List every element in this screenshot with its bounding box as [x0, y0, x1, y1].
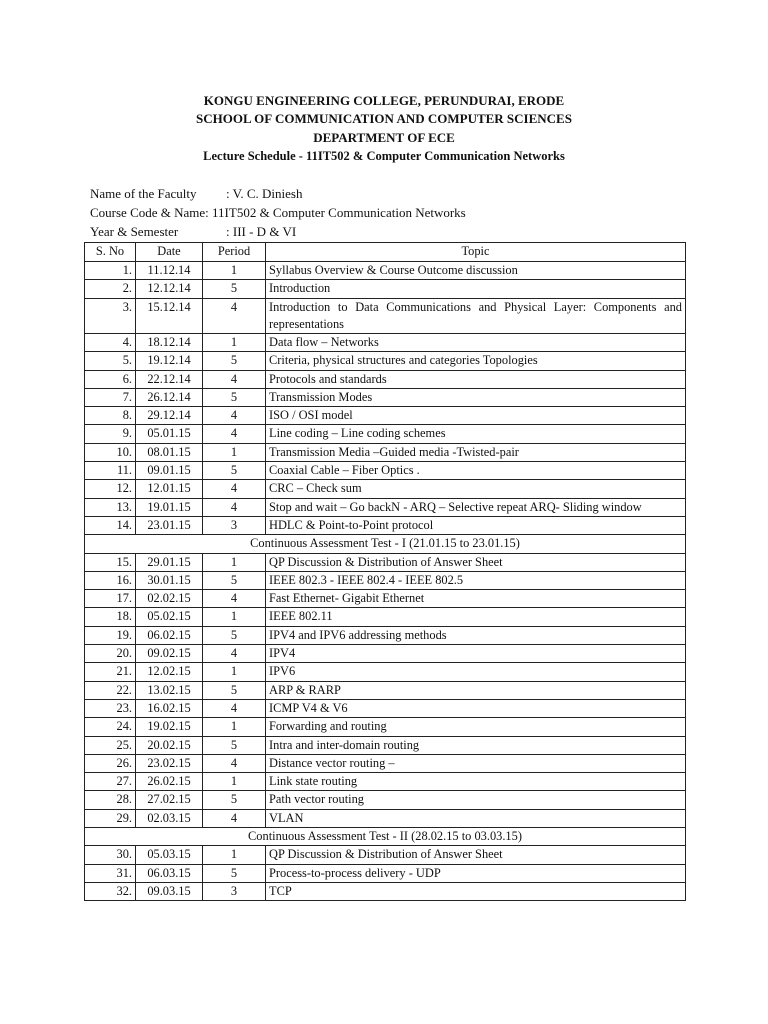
- sno-cell: 7.: [85, 388, 136, 406]
- sno-cell: 20.: [85, 645, 136, 663]
- topic-cell: IEEE 802.3 - IEEE 802.4 - IEEE 802.5: [266, 571, 686, 589]
- sno-cell: 16.: [85, 571, 136, 589]
- course-info: [90, 184, 466, 241]
- table-row: [85, 516, 686, 534]
- sno-cell: 28.: [85, 791, 136, 809]
- table-row: [85, 663, 686, 681]
- college-name: KONGU ENGINEERING COLLEGE, PERUNDURAI, ERODE: [203, 93, 565, 108]
- date-cell: 20.02.15: [136, 736, 203, 754]
- table-row: [85, 443, 686, 461]
- period-cell: 1: [203, 773, 266, 791]
- table-row: [85, 773, 686, 791]
- date-cell: 29.01.15: [136, 553, 203, 571]
- date-cell: 06.02.15: [136, 626, 203, 644]
- topic-cell: ICMP V4 & V6: [266, 699, 686, 717]
- topic-cell: TCP: [266, 882, 686, 900]
- period-cell: 1: [203, 334, 266, 352]
- sno-cell: 1.: [85, 262, 136, 280]
- table-row: [85, 809, 686, 827]
- topic-cell: Syllabus Overview & Course Outcome discussion: [266, 262, 686, 280]
- topic-cell: Coaxial Cable – Fiber Optics .: [266, 462, 686, 480]
- sno-cell: 10.: [85, 443, 136, 461]
- period-cell: 1: [203, 608, 266, 626]
- sno-cell: 31.: [85, 864, 136, 882]
- topic-cell: QP Discussion & Distribution of Answer Sheet: [266, 846, 686, 864]
- table-row: [85, 480, 686, 498]
- topic-cell: VLAN: [266, 809, 686, 827]
- header-period: Period: [203, 243, 266, 262]
- sno-cell: 13.: [85, 498, 136, 516]
- sno-cell: 2.: [85, 280, 136, 298]
- table-row: [85, 498, 686, 516]
- topic-cell: Transmission Modes: [266, 388, 686, 406]
- assessment-test-1-row-label: Continuous Assessment Test - I (21.01.15 to 23.01.15): [85, 535, 686, 553]
- sno-cell: 21.: [85, 663, 136, 681]
- topic-cell: Path vector routing: [266, 791, 686, 809]
- course-value: : 11IT502 & Computer Communication Networks: [205, 205, 466, 220]
- period-cell: 5: [203, 462, 266, 480]
- period-cell: 1: [203, 443, 266, 461]
- table-row: [85, 626, 686, 644]
- table-row: [85, 388, 686, 406]
- date-cell: 26.12.14: [136, 388, 203, 406]
- date-cell: 02.02.15: [136, 590, 203, 608]
- date-cell: 05.01.15: [136, 425, 203, 443]
- period-cell: 4: [203, 498, 266, 516]
- topic-cell: Line coding – Line coding schemes: [266, 425, 686, 443]
- sno-cell: 25.: [85, 736, 136, 754]
- topic-cell: ISO / OSI model: [266, 407, 686, 425]
- period-cell: 4: [203, 407, 266, 425]
- table-row: [85, 407, 686, 425]
- period-cell: 1: [203, 846, 266, 864]
- table-row: [85, 571, 686, 589]
- sno-cell: 27.: [85, 773, 136, 791]
- topic-cell: Process-to-process delivery - UDP: [266, 864, 686, 882]
- faculty-row: [90, 184, 466, 203]
- school-name: SCHOOL OF COMMUNICATION AND COMPUTER SCIENCES: [196, 111, 572, 127]
- header-topic: Topic: [266, 243, 686, 262]
- period-cell: 5: [203, 388, 266, 406]
- period-cell: 4: [203, 645, 266, 663]
- date-cell: 09.01.15: [136, 462, 203, 480]
- sno-cell: 4.: [85, 334, 136, 352]
- topic-cell: Link state routing: [266, 773, 686, 791]
- period-cell: 4: [203, 298, 266, 333]
- topic-cell: Introduction to Data Communications and Physical Layer: Components and representations: [266, 298, 686, 333]
- course-label: Course Code & Name: [90, 205, 206, 220]
- period-cell: 4: [203, 809, 266, 827]
- table-row: [85, 262, 686, 280]
- table-row: [85, 754, 686, 772]
- date-cell: 26.02.15: [136, 773, 203, 791]
- sno-cell: 3.: [85, 298, 136, 333]
- period-cell: 5: [203, 791, 266, 809]
- table-row: [85, 280, 686, 298]
- date-cell: 12.01.15: [136, 480, 203, 498]
- period-cell: 5: [203, 571, 266, 589]
- topic-cell: Protocols and standards: [266, 370, 686, 388]
- year-label: Year & Semester: [90, 224, 179, 239]
- date-cell: 23.02.15: [136, 754, 203, 772]
- assessment-test-2-row: [85, 828, 686, 846]
- table-row: [85, 882, 686, 900]
- sno-cell: 29.: [85, 809, 136, 827]
- document-header: [0, 92, 768, 166]
- topic-cell: Data flow – Networks: [266, 334, 686, 352]
- sno-cell: 32.: [85, 882, 136, 900]
- period-cell: 5: [203, 626, 266, 644]
- date-cell: 15.12.14: [136, 298, 203, 333]
- table-row: [85, 462, 686, 480]
- period-cell: 5: [203, 280, 266, 298]
- date-cell: 23.01.15: [136, 516, 203, 534]
- sno-cell: 26.: [85, 754, 136, 772]
- date-cell: 12.12.14: [136, 280, 203, 298]
- topic-cell: Distance vector routing –: [266, 754, 686, 772]
- header-date: Date: [136, 243, 203, 262]
- topic-cell: Introduction: [266, 280, 686, 298]
- sno-cell: 17.: [85, 590, 136, 608]
- table-row: [85, 590, 686, 608]
- sno-cell: 6.: [85, 370, 136, 388]
- date-cell: 22.12.14: [136, 370, 203, 388]
- table-row: [85, 370, 686, 388]
- date-cell: 05.02.15: [136, 608, 203, 626]
- table-row: [85, 681, 686, 699]
- sno-cell: 11.: [85, 462, 136, 480]
- table-row: [85, 553, 686, 571]
- topic-cell: Transmission Media –Guided media -Twisted-pair: [266, 443, 686, 461]
- assessment-test-2-row-label: Continuous Assessment Test - II (28.02.15 to 03.03.15): [85, 828, 686, 846]
- topic-cell: Intra and inter-domain routing: [266, 736, 686, 754]
- faculty-label: Name of the Faculty: [90, 186, 197, 201]
- sno-cell: 30.: [85, 846, 136, 864]
- date-cell: 08.01.15: [136, 443, 203, 461]
- table-row: [85, 608, 686, 626]
- sno-cell: 8.: [85, 407, 136, 425]
- topic-cell: IPV4: [266, 645, 686, 663]
- year-value: : III - D & VI: [226, 224, 297, 239]
- period-cell: 1: [203, 553, 266, 571]
- topic-cell: QP Discussion & Distribution of Answer Sheet: [266, 553, 686, 571]
- table-body: [85, 262, 686, 901]
- topic-cell: IPV4 and IPV6 addressing methods: [266, 626, 686, 644]
- topic-cell: Criteria, physical structures and categories Topologies: [266, 352, 686, 370]
- faculty-value: : V. C. Diniesh: [226, 186, 303, 201]
- date-cell: 06.03.15: [136, 864, 203, 882]
- period-cell: 4: [203, 754, 266, 772]
- period-cell: 1: [203, 663, 266, 681]
- period-cell: 4: [203, 480, 266, 498]
- date-cell: 09.03.15: [136, 882, 203, 900]
- topic-cell: Stop and wait – Go backN - ARQ – Selective repeat ARQ- Sliding window: [266, 498, 686, 516]
- table-row: [85, 352, 686, 370]
- table-row: [85, 334, 686, 352]
- date-cell: 19.01.15: [136, 498, 203, 516]
- period-cell: 4: [203, 370, 266, 388]
- table-row: [85, 846, 686, 864]
- period-cell: 5: [203, 864, 266, 882]
- table-row: [85, 718, 686, 736]
- period-cell: 4: [203, 699, 266, 717]
- sno-cell: 19.: [85, 626, 136, 644]
- period-cell: 1: [203, 718, 266, 736]
- sno-cell: 22.: [85, 681, 136, 699]
- table-row: [85, 736, 686, 754]
- date-cell: 29.12.14: [136, 407, 203, 425]
- sno-cell: 9.: [85, 425, 136, 443]
- table-header-row: [85, 243, 686, 262]
- date-cell: 09.02.15: [136, 645, 203, 663]
- period-cell: 1: [203, 262, 266, 280]
- assessment-test-1-row: [85, 535, 686, 553]
- topic-cell: Forwarding and routing: [266, 718, 686, 736]
- table-row: [85, 645, 686, 663]
- table-row: [85, 864, 686, 882]
- table-row: [85, 425, 686, 443]
- date-cell: 19.02.15: [136, 718, 203, 736]
- period-cell: 4: [203, 425, 266, 443]
- topic-cell: HDLC & Point-to-Point protocol: [266, 516, 686, 534]
- table-row: [85, 298, 686, 333]
- period-cell: 5: [203, 736, 266, 754]
- date-cell: 13.02.15: [136, 681, 203, 699]
- date-cell: 02.03.15: [136, 809, 203, 827]
- date-cell: 30.01.15: [136, 571, 203, 589]
- topic-cell: IPV6: [266, 663, 686, 681]
- schedule-title: Lecture Schedule - 11IT502 & Computer Communication Networks: [203, 149, 565, 164]
- sno-cell: 5.: [85, 352, 136, 370]
- date-cell: 27.02.15: [136, 791, 203, 809]
- date-cell: 19.12.14: [136, 352, 203, 370]
- period-cell: 3: [203, 882, 266, 900]
- table-row: [85, 791, 686, 809]
- topic-cell: CRC – Check sum: [266, 480, 686, 498]
- date-cell: 12.02.15: [136, 663, 203, 681]
- year-row: [90, 222, 466, 241]
- topic-cell: IEEE 802.11: [266, 608, 686, 626]
- sno-cell: 15.: [85, 553, 136, 571]
- period-cell: 5: [203, 681, 266, 699]
- topic-cell: Fast Ethernet- Gigabit Ethernet: [266, 590, 686, 608]
- sno-cell: 18.: [85, 608, 136, 626]
- date-cell: 11.12.14: [136, 262, 203, 280]
- date-cell: 16.02.15: [136, 699, 203, 717]
- header-sno: S. No: [85, 243, 136, 262]
- date-cell: 18.12.14: [136, 334, 203, 352]
- sno-cell: 12.: [85, 480, 136, 498]
- period-cell: 4: [203, 590, 266, 608]
- topic-cell: ARP & RARP: [266, 681, 686, 699]
- sno-cell: 14.: [85, 516, 136, 534]
- table-row: [85, 699, 686, 717]
- department-name: DEPARTMENT OF ECE: [313, 129, 455, 145]
- period-cell: 5: [203, 352, 266, 370]
- lecture-schedule-table: [84, 242, 686, 901]
- sno-cell: 23.: [85, 699, 136, 717]
- course-row: [90, 203, 466, 222]
- period-cell: 3: [203, 516, 266, 534]
- sno-cell: 24.: [85, 718, 136, 736]
- date-cell: 05.03.15: [136, 846, 203, 864]
